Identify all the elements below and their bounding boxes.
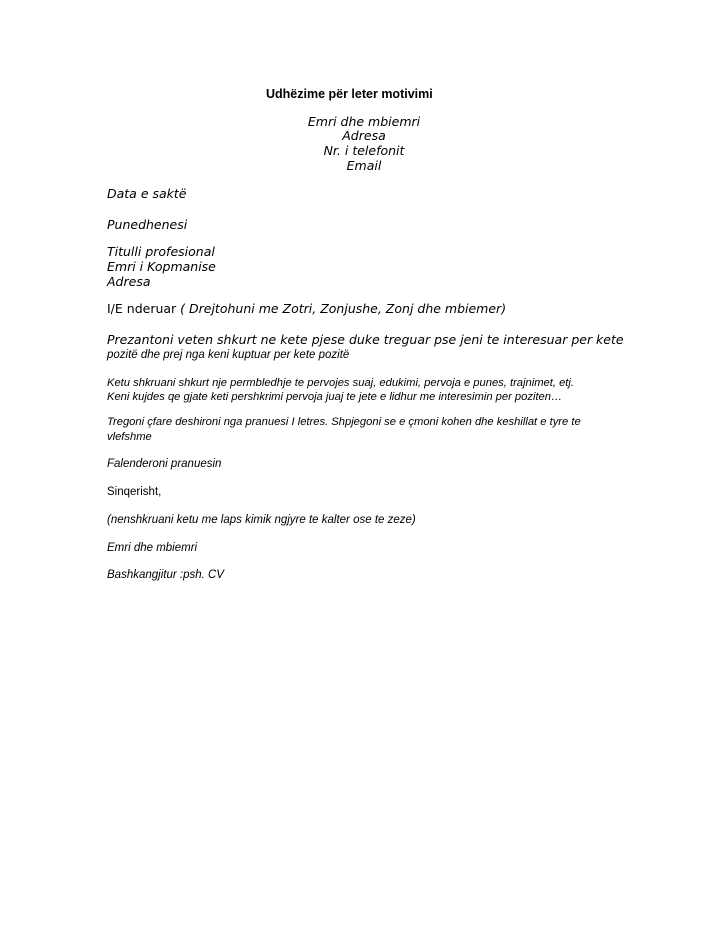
body2-line-2: vlefshme — [107, 431, 152, 443]
recipient-company: Emri i Kopmanise — [107, 259, 216, 274]
document-title: Udhëzime për leter motivimi — [266, 87, 433, 101]
body1-line-2: Keni kujdes qe gjate keti pershkrimi pervoja juaj te jete e lidhur me interesimin per poziten… — [107, 391, 563, 403]
body2-line-1: Tregoni çfare deshironi nga pranuesi I letres. Shpjegoni se e çmoni kohen dhe keshillat e tyre te — [107, 416, 581, 428]
intro-line-2: pozitë dhe prej nga keni kuptuar per kete pozitë — [107, 349, 350, 361]
employer-line: Punedhenesi — [107, 217, 188, 232]
recipient-address: Adresa — [107, 274, 151, 289]
intro-line-1: Prezantoni veten shkurt ne kete pjese duke treguar pse jeni te interesuar per kete — [107, 332, 624, 347]
salutation-prefix: I/E nderuar — [107, 301, 181, 316]
signature-hint: (nenshkruani ketu me laps kimik ngjyre te kalter ose te zeze) — [107, 514, 416, 526]
sender-name: Emri dhe mbiemri — [307, 114, 421, 129]
salutation-line — [107, 303, 506, 316]
salutation-hint: ( Drejtohuni me Zotri, Zonjushe, Zonj dhe mbiemer) — [180, 301, 507, 316]
attachment-line: Bashkangjitur :psh. CV — [107, 569, 224, 581]
thanks-line: Falenderoni pranuesin — [107, 458, 222, 470]
recipient-title: Titulli profesional — [107, 244, 215, 259]
sender-phone: Nr. i telefonit — [323, 143, 405, 158]
sender-email: Email — [346, 158, 382, 173]
letter-date: Data e saktë — [107, 186, 187, 201]
signature-name: Emri dhe mbiemri — [107, 542, 198, 554]
sender-address: Adresa — [342, 128, 386, 143]
body1-line-1: Ketu shkruani shkurt nje permbledhje te pervojes suaj, edukimi, pervoja e punes, trajnimet, etj. — [107, 377, 575, 389]
closing-line: Sinqerisht, — [107, 486, 162, 498]
